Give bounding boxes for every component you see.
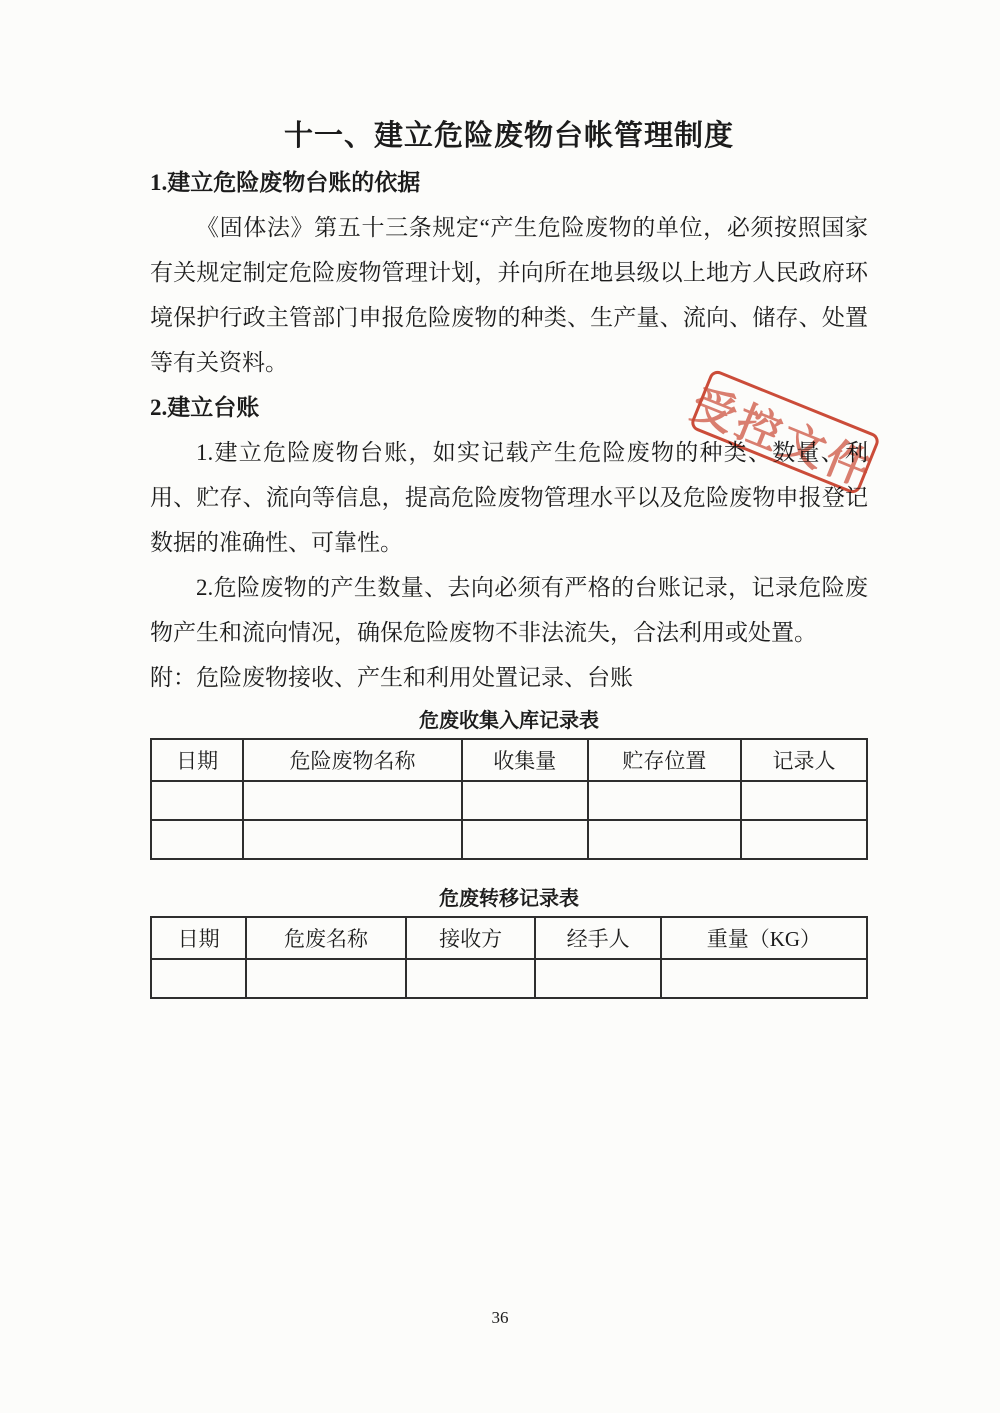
empty-cell <box>246 959 406 998</box>
col-header-receiver: 接收方 <box>406 917 536 959</box>
empty-cell <box>151 959 246 998</box>
collection-table-header-row <box>151 739 867 781</box>
col-header-waste-name: 危废名称 <box>246 917 406 959</box>
col-header-weight-kg: 重量（KG） <box>661 917 867 959</box>
stamp-text: 受控文件 <box>684 379 881 497</box>
col-header-collected-amount: 收集量 <box>462 739 588 781</box>
section-2-paragraph-2: 2.危险废物的产生数量、去向必须有严格的台账记录，记录危险废物产生和流向情况，确保危险废物不非法流失，合法利用或处置。 <box>150 575 868 645</box>
section-2-heading: 2.建立台账 <box>150 395 260 420</box>
section-1-heading: 1.建立危险废物台账的依据 <box>150 170 421 195</box>
table-row <box>151 959 867 998</box>
col-header-waste-name: 危险废物名称 <box>243 739 461 781</box>
transfer-table-title: 危废转移记录表 <box>439 888 579 910</box>
page-title: 十一、建立危险废物台帐管理制度 <box>283 120 734 152</box>
page-number: 36 <box>491 1308 509 1327</box>
transfer-record-table <box>150 916 868 999</box>
content-area <box>150 112 868 999</box>
section-1-paragraph-1: 《固体法》第五十三条规定“产生危险废物的单位，必须按照国家有关规定制定危险废物管理计划，并向所在地县级以上地方人民政府环境保护行政主管部门申报危险废物的种类、生产量、流向、储存、处置等有关资料。 <box>150 215 868 375</box>
empty-cell <box>661 959 867 998</box>
empty-cell <box>535 959 660 998</box>
col-header-recorder: 记录人 <box>741 739 867 781</box>
attachment-note: 附：危险废物接收、产生和利用处置记录、台账 <box>150 665 633 690</box>
transfer-table-block <box>150 884 868 999</box>
empty-cell <box>243 820 461 859</box>
col-header-storage-location: 贮存位置 <box>588 739 741 781</box>
col-header-handler: 经手人 <box>535 917 660 959</box>
empty-cell <box>462 781 588 820</box>
empty-cell <box>406 959 536 998</box>
collection-record-table <box>150 738 868 860</box>
empty-cell <box>588 781 741 820</box>
empty-cell <box>462 820 588 859</box>
table-row <box>151 820 867 859</box>
col-header-date: 日期 <box>151 739 243 781</box>
empty-cell <box>741 781 867 820</box>
empty-cell <box>151 820 243 859</box>
empty-cell <box>741 820 867 859</box>
collection-table-block <box>150 706 868 860</box>
empty-cell <box>243 781 461 820</box>
transfer-table-header-row <box>151 917 867 959</box>
col-header-date: 日期 <box>151 917 246 959</box>
empty-cell <box>151 781 243 820</box>
empty-cell <box>588 820 741 859</box>
section-2-paragraph-1: 1.建立危险废物台账，如实记载产生危险废物的种类、数量、利用、贮存、流向等信息，提高危险废物管理水平以及危险废物申报登记数据的准确性、可靠性。 <box>150 440 868 555</box>
collection-table-title: 危废收集入库记录表 <box>419 710 599 732</box>
table-row <box>151 781 867 820</box>
